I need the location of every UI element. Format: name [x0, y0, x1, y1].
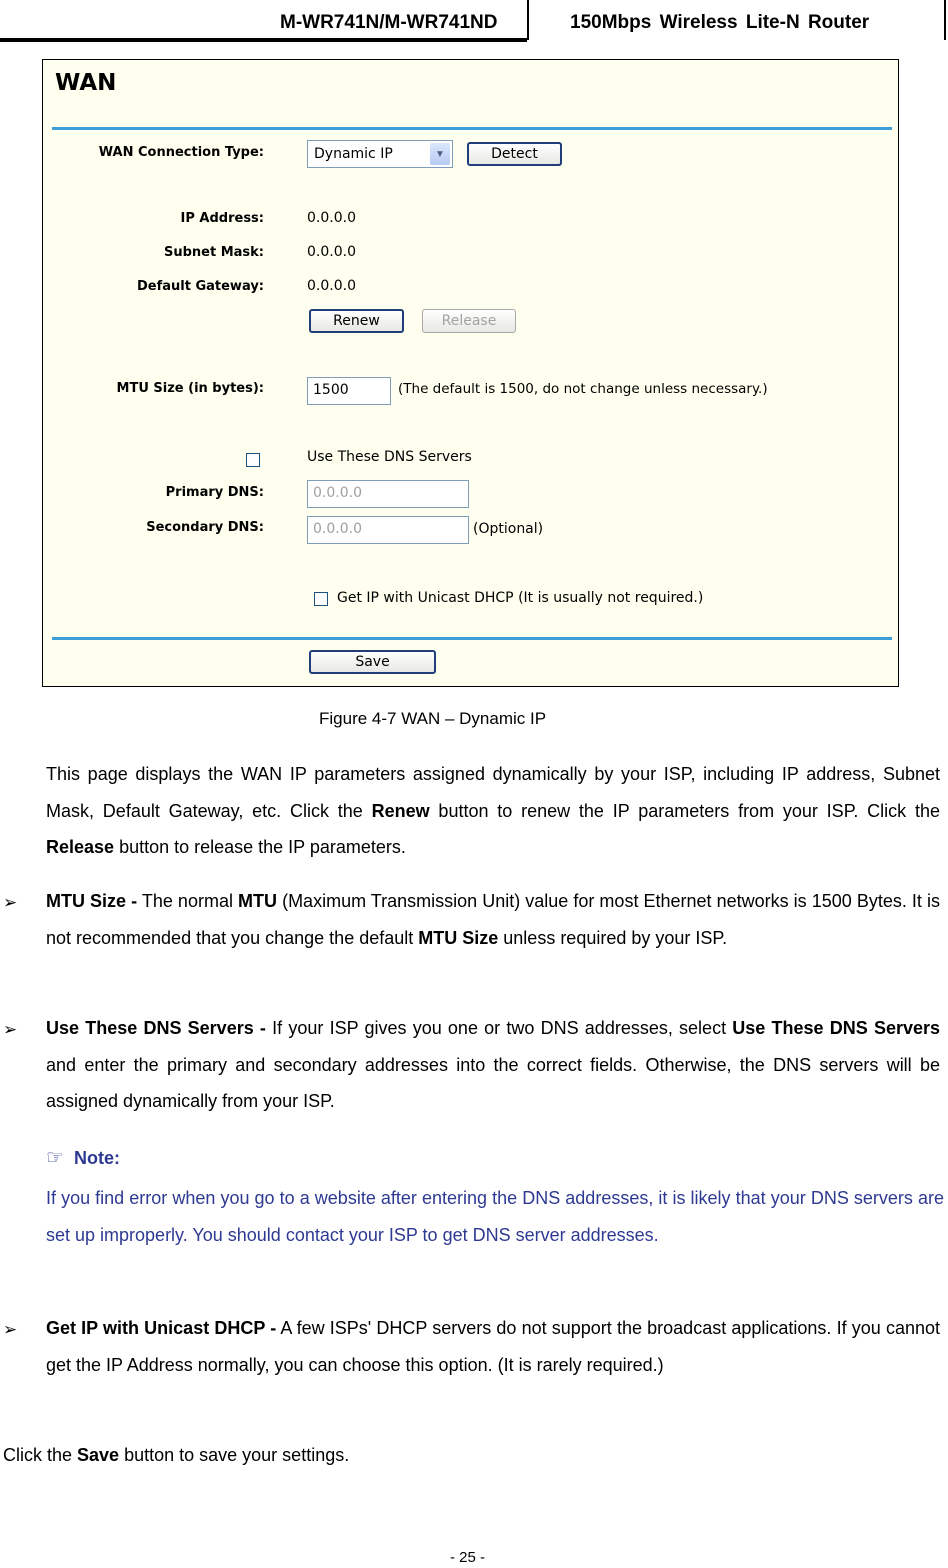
mtu-hint: (The default is 1500, do not change unless necessary.): [398, 381, 768, 397]
dhcp-heading: Get IP with Unicast DHCP -: [46, 1318, 277, 1338]
page-header: [0, 0, 948, 44]
header-model: M-WR741N/M-WR741ND: [280, 12, 498, 33]
intro-release-bold: Release: [46, 837, 115, 858]
unicast-dhcp-label: Get IP with Unicast DHCP (It is usually not required.): [337, 590, 704, 606]
use-dns-checkbox[interactable]: [246, 453, 260, 467]
pointing-hand-icon: ☞: [46, 1147, 64, 1169]
note-text: If you find error when you go to a website after entering the DNS addresses, it is likely that your DNS servers are set up improperly. You should contact your ISP to get DNS server addresses.: [46, 1188, 944, 1245]
primary-dns-input[interactable]: 0.0.0.0: [307, 480, 469, 508]
renew-button[interactable]: Renew: [309, 309, 404, 333]
note-label: Note:: [73, 1148, 120, 1168]
mtu-size-bold: MTU Size: [418, 927, 499, 948]
subnet-mask-value: 0.0.0.0: [307, 244, 356, 260]
save-bold: Save: [77, 1445, 120, 1465]
save-paragraph: [3, 1437, 903, 1474]
subnet-mask-label: Subnet Mask:: [163, 245, 264, 260]
release-button[interactable]: Release: [422, 309, 516, 333]
chevron-down-icon[interactable]: ▼: [430, 143, 450, 165]
intro-renew-bold: Renew: [371, 800, 430, 821]
figure-caption: Figure 4-7 WAN – Dynamic IP: [319, 709, 547, 728]
dhcp-paragraph: [46, 1310, 940, 1383]
page-number: - 25 -: [450, 1549, 486, 1566]
note-heading: [46, 1140, 940, 1177]
save-text-2: button to save your settings.: [119, 1445, 350, 1465]
mtu-size-label: MTU Size (in bytes):: [116, 381, 264, 396]
secondary-dns-label: Secondary DNS:: [146, 520, 264, 535]
dhcp-text: A few ISPs' DHCP servers do not support the broadcast applications. If you cannot get the IP Address normally, you can choose this option. (It is rarely required.): [46, 1318, 940, 1375]
wan-connection-type-value: Dynamic IP: [314, 146, 393, 162]
mtu-text-1: The normal: [137, 891, 239, 911]
mtu-paragraph: [46, 883, 940, 956]
wan-title: WAN: [55, 70, 117, 96]
dns-paragraph: [46, 1010, 940, 1120]
wan-settings-figure: [42, 59, 899, 687]
default-gateway-label: Default Gateway:: [136, 279, 264, 294]
dns-text-1: If your ISP gives you one or two DNS addresses, select: [265, 1018, 733, 1038]
dns-bold: Use These DNS Servers: [732, 1018, 941, 1038]
default-gateway-value: 0.0.0.0: [307, 278, 356, 294]
intro-paragraph: [46, 756, 940, 866]
header-product: 150Mbps Wireless Lite-N Router: [570, 12, 870, 33]
wan-connection-type-label: WAN Connection Type:: [98, 145, 264, 160]
header-rule: [0, 38, 527, 42]
unicast-dhcp-checkbox[interactable]: [314, 592, 328, 606]
intro-text-2: button to renew the IP parameters from your ISP. Click the: [429, 800, 941, 821]
detect-button[interactable]: Detect: [467, 142, 562, 166]
primary-dns-label: Primary DNS:: [165, 485, 264, 500]
dns-text-2: and enter the primary and secondary addresses into the correct fields. Otherwise, the DNS servers will be assigned dynamically from your ISP.: [46, 1054, 940, 1112]
ip-address-value: 0.0.0.0: [307, 210, 356, 226]
mtu-bold: MTU: [238, 891, 278, 911]
secondary-dns-input[interactable]: 0.0.0.0: [307, 516, 469, 544]
save-text-1: Click the: [3, 1445, 78, 1465]
intro-text-3: button to release the IP parameters.: [114, 837, 406, 858]
mtu-text-3: unless required by your ISP.: [498, 927, 728, 948]
optional-label: (Optional): [473, 521, 544, 537]
bullet-arrow-icon: ➢: [3, 1020, 18, 1039]
bottom-divider: [52, 637, 892, 640]
intro-text-1: This page displays the WAN IP parameters assigned dynamically by your ISP, including IP address, Subnet Mask, Default Gateway, etc. Click the: [46, 764, 940, 821]
bullet-arrow-icon: ➢: [3, 893, 18, 912]
mtu-size-input[interactable]: 1500: [307, 377, 391, 405]
mtu-heading: MTU Size -: [46, 891, 138, 911]
top-divider: [52, 127, 892, 130]
ip-address-label: IP Address:: [180, 211, 264, 226]
dns-heading: Use These DNS Servers -: [46, 1018, 266, 1038]
save-button[interactable]: Save: [309, 650, 436, 674]
wan-connection-type-select[interactable]: [307, 140, 453, 168]
use-dns-label: Use These DNS Servers: [307, 449, 472, 465]
mtu-text-2: (Maximum Transmission Unit) value for most Ethernet networks is 1500 Bytes. It is not recommended that you change the default: [46, 891, 940, 948]
bullet-arrow-icon: ➢: [3, 1320, 18, 1339]
